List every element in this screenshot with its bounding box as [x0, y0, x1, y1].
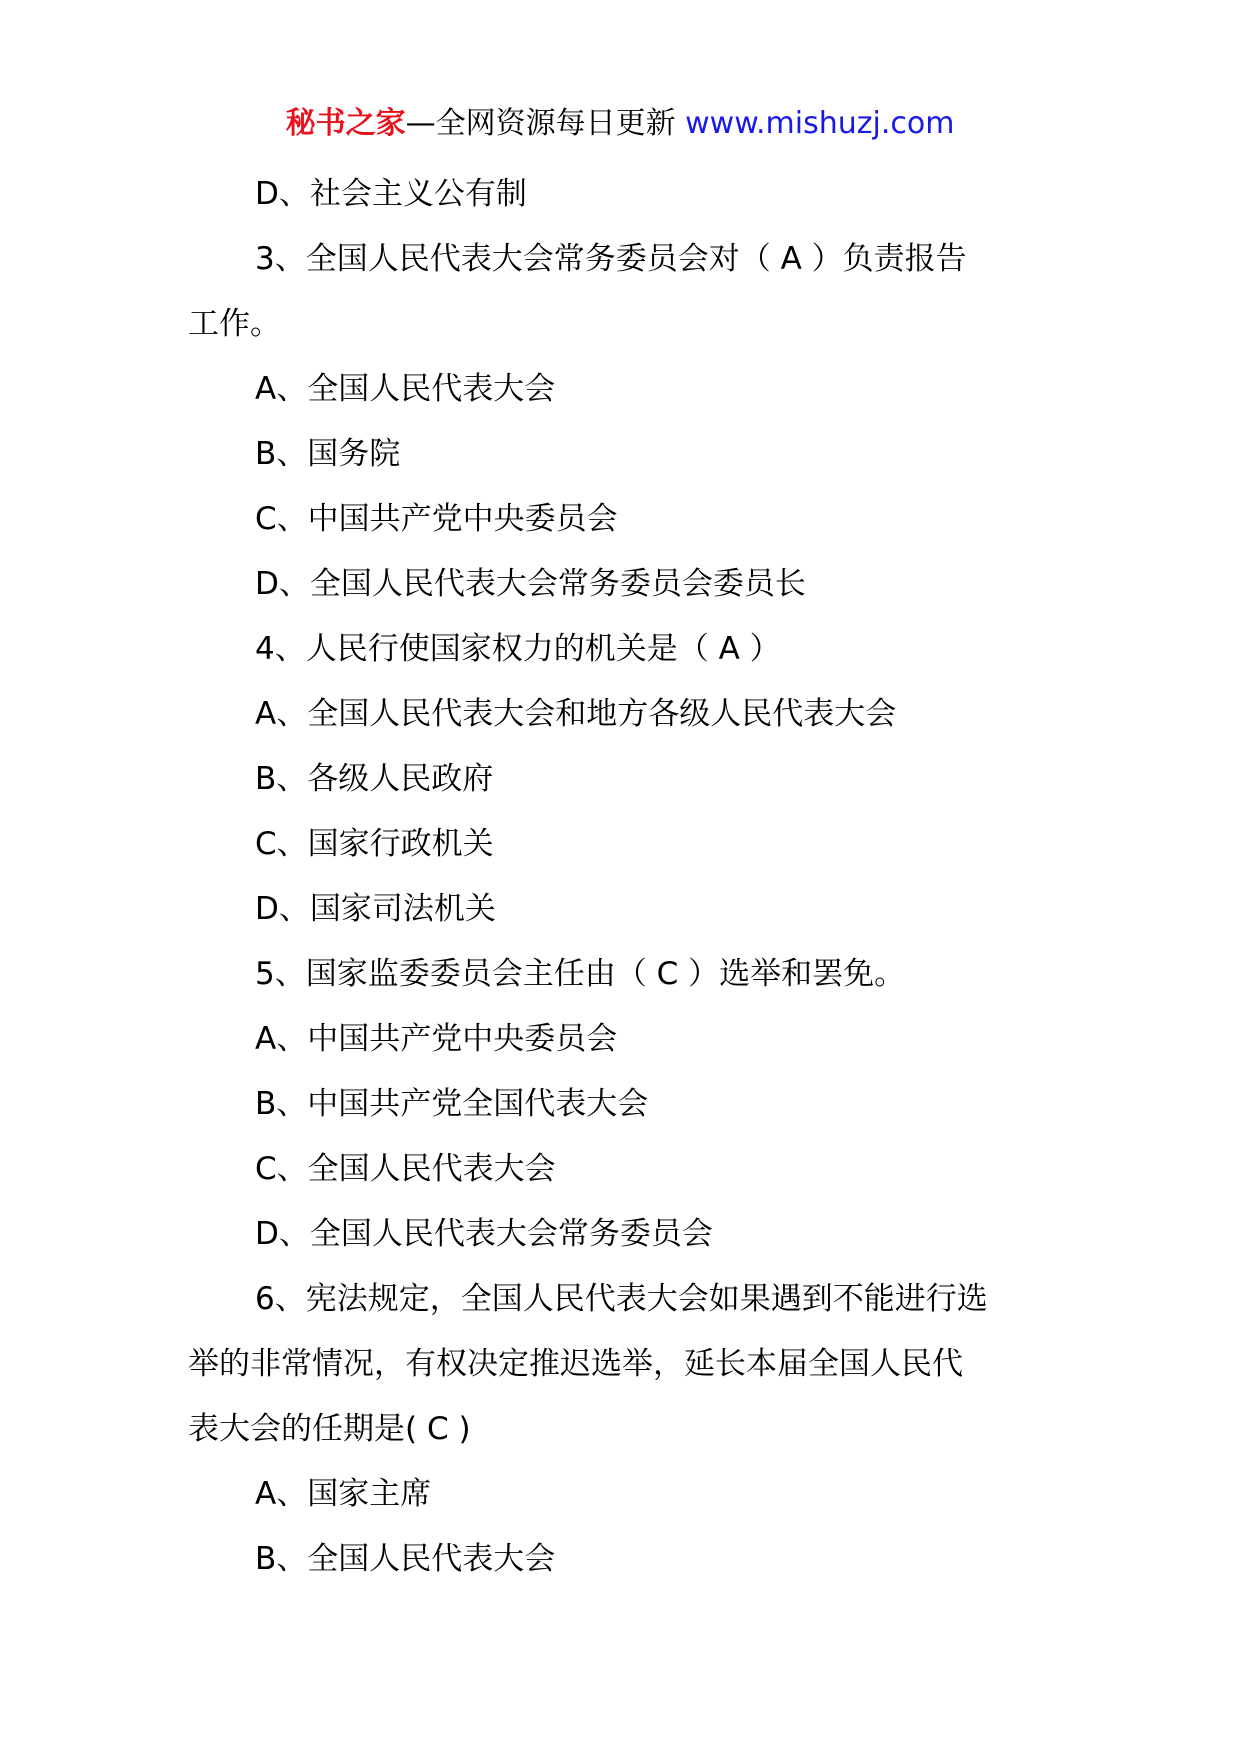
- option-line: A、中国共产党中央委员会: [255, 1021, 618, 1057]
- question-continuation: 举的非常情况，有权决定推迟选举，延长本届全国人民代: [188, 1346, 963, 1382]
- question-continuation: 表大会的任期是( C ): [188, 1411, 471, 1447]
- header-brand: 秘书之家: [285, 106, 406, 141]
- option-line: B、全国人民代表大会: [255, 1541, 556, 1577]
- option-line: C、国家行政机关: [255, 826, 494, 862]
- question-line: 5、国家监委委员会主任由（ C ）选举和罢免。: [255, 956, 906, 992]
- option-line: D、全国人民代表大会常务委员会: [255, 1216, 713, 1252]
- option-line: D、国家司法机关: [255, 891, 496, 927]
- header-url-link[interactable]: www.mishuzj.com: [685, 106, 955, 141]
- question-line: 6、宪法规定，全国人民代表大会如果遇到不能进行选: [255, 1281, 988, 1317]
- question-continuation: 工作。: [188, 306, 281, 342]
- header-tagline: —全网资源每日更新: [405, 106, 676, 141]
- question-line: 3、全国人民代表大会常务委员会对（ A ）负责报告: [255, 241, 967, 277]
- question-line: 4、人民行使国家权力的机关是（ A ）: [255, 631, 781, 667]
- document-body: [188, 162, 1058, 1592]
- option-line: D、全国人民代表大会常务委员会委员长: [255, 566, 806, 602]
- option-line: A、全国人民代表大会: [255, 371, 556, 407]
- option-line: D、社会主义公有制: [255, 176, 527, 212]
- page-header: [0, 102, 1240, 146]
- option-line: A、国家主席: [255, 1476, 432, 1512]
- option-line: A、全国人民代表大会和地方各级人民代表大会: [255, 696, 897, 732]
- option-line: B、中国共产党全国代表大会: [255, 1086, 649, 1122]
- option-line: B、国务院: [255, 436, 401, 472]
- option-line: C、中国共产党中央委员会: [255, 501, 618, 537]
- option-line: C、全国人民代表大会: [255, 1151, 556, 1187]
- option-line: B、各级人民政府: [255, 761, 494, 797]
